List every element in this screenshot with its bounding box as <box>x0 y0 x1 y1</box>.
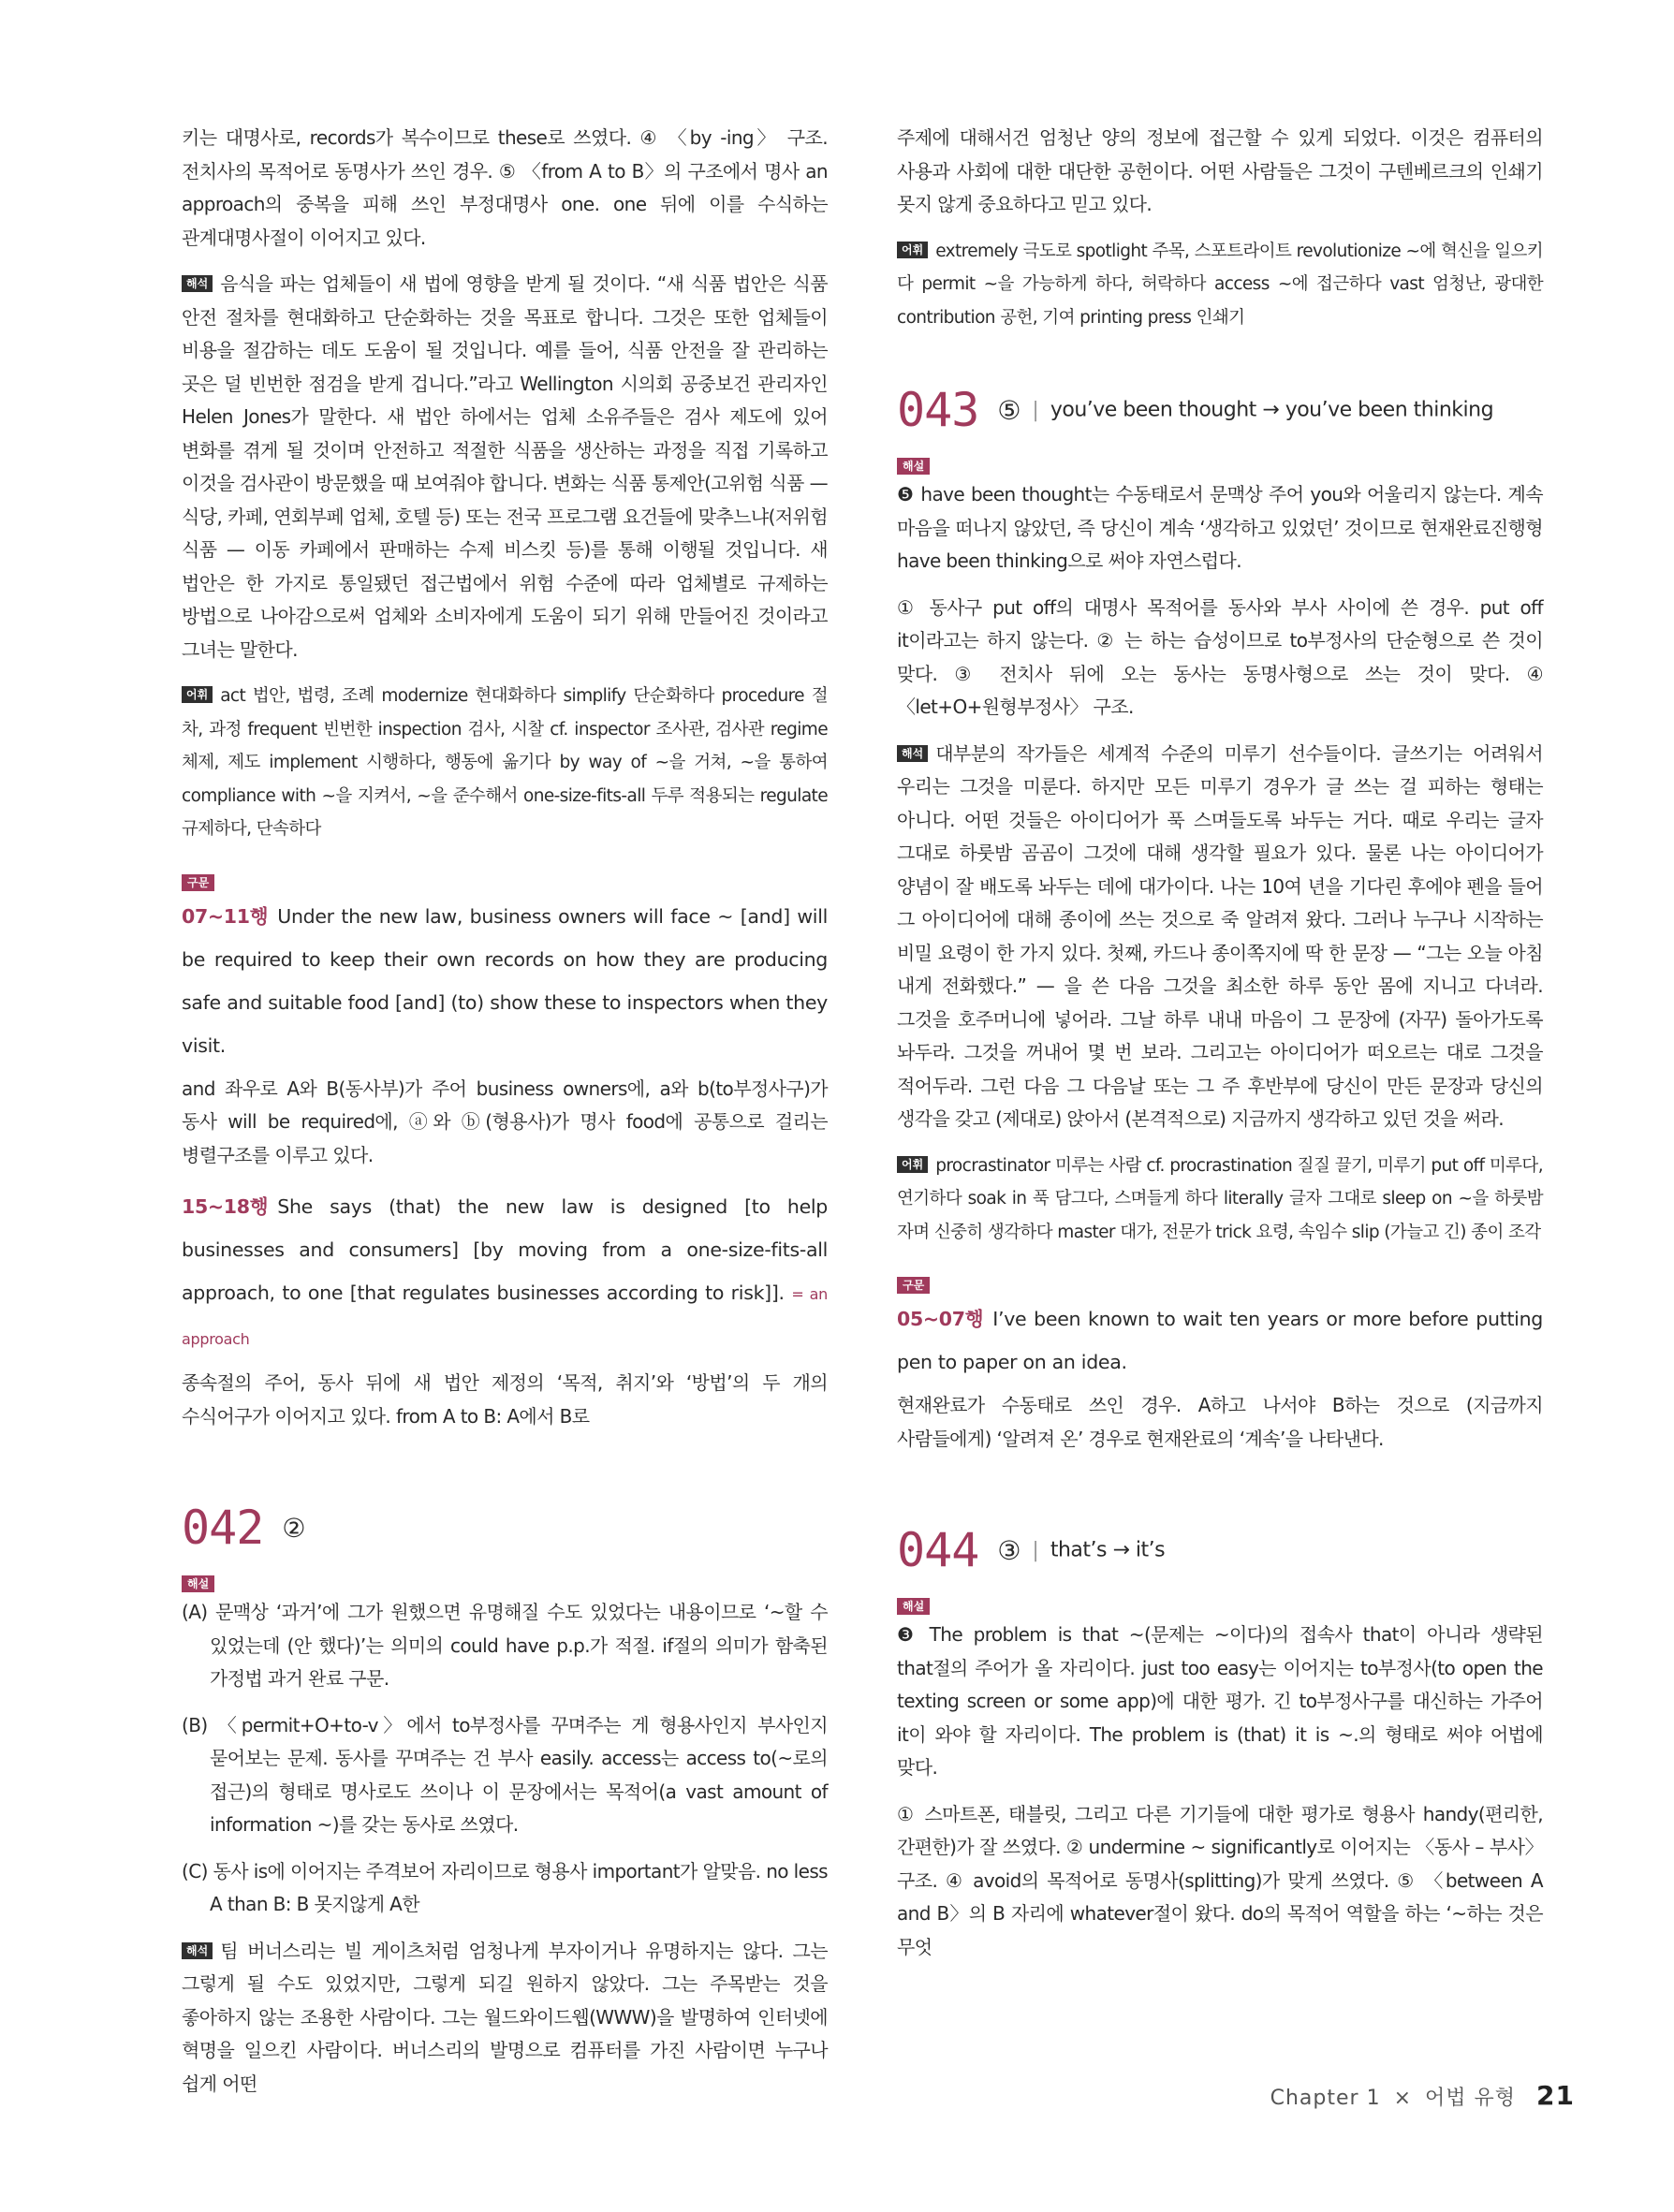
answer-mark: ⑤ <box>997 394 1021 426</box>
vocabulary-042 <box>897 235 1543 335</box>
syntax-sentence-2 <box>182 1185 828 1361</box>
translation-tag: 해석 <box>182 275 213 292</box>
vocabulary-text: procrastinator 미루는 사람 cf. procrastination 질질 끌기, 미루기 put off 미루다, 연기하다 soak in 푹 담그다, 스며들게 하다 literally 글자 그대로 sleep on ~을 하룻밤 자며 신중히 생각하다 master 대가, 전문가 trick 요령, 속임수 slip (가늘고 긴) 종이 조각 <box>897 1155 1543 1242</box>
problem-header-042 <box>182 1501 828 1557</box>
explanation-tag-row <box>897 456 1543 475</box>
answer-mark: ③ <box>997 1534 1021 1566</box>
line-number: 05~07행 <box>897 1308 984 1330</box>
explanation-item-b: (B) 〈permit+O+to-v〉에서 to부정사를 꾸며주는 게 형용사인지 부사인지 묻어보는 문제. 동사를 꾸며주는 건 부사 easily. access는 access to(~로의 접근)의 형태로 명사로도 쓰이나 이 문장에서는 목적어(a vast amount of information ~)를 갖는 동사로 쓰였다. <box>182 1713 828 1836</box>
vocabulary-tag: 어휘 <box>182 686 213 703</box>
syntax-explanation-1: and 좌우로 A와 B(동사부)가 주어 business owners에, a와 b(to부정사구)가 동사 will be required에, ⓐ와 ⓑ(형용사)가 명사 food에 공통으로 걸리는 병렬구조를 이루고 있다. <box>182 1077 828 1166</box>
vocabulary-tag: 어휘 <box>897 1156 928 1173</box>
syntax-tag: 구문 <box>182 874 214 891</box>
translation-041 <box>182 268 828 667</box>
vocabulary-tag: 어휘 <box>897 242 928 258</box>
translation-043 <box>897 738 1543 1136</box>
translation-continued: 주제에 대해서건 엄청난 양의 정보에 접근할 수 있게 되었다. 이것은 컴퓨터의 사용과 사회에 대한 대단한 공헌이다. 어떤 사람들은 그것이 구텐베르크의 인쇄기 못지 않게 중요하다고 믿고 있다. <box>897 126 1543 215</box>
chapter-label: Chapter 1 <box>1270 2087 1381 2110</box>
explanation-044-main: ❸ The problem is that ~(문제는 ~이다)의 접속사 that이 아니라 생략된 that절의 주어가 올 자리이다. just too easy는 이어지는 to부정사(to open the texting screen or some app)에 대한 평가. 긴 to부정사구를 대신하는 가주어 it이 와야 할 자리이다. The problem is (that) it is ~.의 형태로 써야 어법에 맞다. <box>897 1623 1543 1779</box>
problem-header-043 <box>897 383 1543 439</box>
divider: | <box>1032 1538 1039 1562</box>
line-number: 15~18행 <box>182 1195 269 1218</box>
page-number: 21 <box>1536 2080 1575 2111</box>
line-number: 07~11행 <box>182 904 269 928</box>
syntax-tag: 구문 <box>897 1277 930 1294</box>
vocabulary-041 <box>182 680 828 846</box>
explanation-044-others: ① 스마트폰, 태블릿, 그리고 다른 기기들에 대한 평가로 형용사 handy(편리한, 간편한)가 잘 쓰였다. ② undermine ~ significantly로 이어지는 〈동사 – 부사〉 구조. ④ avoid의 목적어로 동명사(splitting)가 맞게 쓰였다. ⑤ 〈between A and B〉의 B 자리에 whatever절이 왔다. do의 목적어 역할을 하는 ‘~하는 것은 무엇 <box>897 1802 1543 1958</box>
answer-mark: ② <box>282 1512 306 1544</box>
syntax-explanation-2: 종속절의 주어, 동사 뒤에 새 법안 제정의 ‘목적, 취지’와 ‘방법’의 두 개의 수식어구가 이어지고 있다. from A to B: A에서 B로 <box>182 1371 828 1428</box>
translation-text: 팀 버너스리는 빌 게이츠처럼 엄청나게 부자이거나 유명하지는 않다. 그는 그렇게 될 수도 있었지만, 그렇게 되길 원하지 않았다. 그는 주목받는 것을 좋아하지 않는 조용한 사람이다. 그는 월드와이드웹(WWW)을 발명하여 인터넷에 혁명을 일으킨 사람이다. 버너스리의 발명으로 컴퓨터를 가진 사람이면 누구나 쉽게 어떤 <box>182 1939 828 2095</box>
syntax-text: Under the new law, business owners will face ~ [and] will be required to keep their own records on how they are producing safe and suitable food [and] (to) show these to inspectors when they visit. <box>182 904 828 1057</box>
explanation-tag: 해설 <box>182 1575 214 1592</box>
left-column <box>182 122 828 2114</box>
vocabulary-text: extremely 극도로 spotlight 주목, 스포트라이트 revolutionize ~에 혁신을 일으키다 permit ~을 가능하게 하다, 허락하다 access ~에 접근하다 vast 엄청난, 광대한 contribution 공헌, 기여 printing press 인쇄기 <box>897 241 1543 328</box>
explanation-tag: 해설 <box>897 458 930 475</box>
vocabulary-043 <box>897 1150 1543 1250</box>
translation-text: 음식을 파는 업체들이 새 법에 영향을 받게 될 것이다. “새 식품 법안은 식품 안전 절차를 현대화하고 단순화하는 것을 목표로 합니다. 그것은 또한 업체들이 비용을 절감하는 데도 도움이 될 것입니다. 예를 들어, 식품 안전을 잘 관리하는 곳은 덜 빈번한 점검을 받게 겁니다.”라고 Wellington 시의회 공중보건 관리자인 Helen Jones가 말한다. 새 법안 하에서는 업체 소유주들은 검사 제도에 있어 변화를 겪게 될 것이며 안전하고 적절한 식품을 생산하는 과정을 직접 기록하고 이것을 검사관이 방문했을 때 보여줘야 합니다. 변화는 식품 통제안(고위험 식품 — 식당, 카페, 연회부페 업체, 호텔 등) 또는 전국 프로그램 요건들에 맞추느냐(저위험 식품 — 이동 카페에서 판매하는 수제 비스킷 등)를 통해 이행될 것입니다. 새 법안은 한 가지로 통일됐던 접근법에서 위험 수준에 따라 업체별로 규제하는 방법으로 나아감으로써 업체와 소비자에게 도움이 되기 위해 만들어진 것이라고 그녀는 말한다. <box>182 272 828 661</box>
syntax-text: I’ve been known to wait ten years or more before putting pen to paper on an idea. <box>897 1308 1543 1373</box>
problem-number: 044 <box>897 1523 979 1577</box>
vocabulary-text: act 법안, 법령, 조례 modernize 현대화하다 simplify 단순화하다 procedure 절차, 과정 frequent 빈번한 inspection 검사, 시찰 cf. inspector 조사관, 검사관 regime 체제, 제도 implement 시행하다, 행동에 옮기다 by way of ~을 거쳐, ~을 통하여 compliance with ~을 지켜서, ~을 준수해서 one-size-fits-all 두루 적용되는 regulate 규제하다, 단속하다 <box>182 686 828 839</box>
separator: × <box>1393 2087 1413 2110</box>
explanation-item-c: (C) 동사 is에 이어지는 주격보어 자리이므로 형용사 important가 알맞음. no less A than B: B 못지않게 A한 <box>182 1859 828 1915</box>
explanation-tag: 해설 <box>897 1598 930 1615</box>
explanation-item-a: (A) 문맥상 ‘과거’에 그가 원했으면 유명해질 수도 있었다는 내용이므로 ‘~할 수 있었는데 (안 했다)’는 의미의 could have p.p.가 적절. if절의 의미가 함축된 가정법 과거 완료 구문. <box>182 1601 828 1690</box>
correction: that’s → it’s <box>1050 1538 1166 1562</box>
right-column <box>897 122 1543 1977</box>
problem-header-044 <box>897 1523 1543 1579</box>
translation-042 <box>182 1935 828 2102</box>
explanation-tag-row <box>182 1574 828 1592</box>
translation-text: 대부분의 작가들은 세계적 수준의 미루기 선수들이다. 글쓰기는 어려워서 우리는 그것을 미룬다. 하지만 모든 미루기 경우가 글 쓰는 걸 피하는 형태는 아니다. 어떤 것들은 아이디어가 푹 스며들도록 놔두는 거다. 때로 우리는 글자 그대로 하룻밤 곰곰이 그것에 대해 생각할 필요가 있다. 물론 나는 아이디어가 양념이 잘 배도록 놔두는 데에 대가이다. 나는 10여 년을 기다린 후에야 펜을 들어 그 아이디어에 대해 종이에 쓰는 것으로 죽 알려져 왔다. 그러나 누구나 시작하는 비밀 요령이 한 가지 있다. 첫째, 카드나 종이쪽지에 딱 한 문장 — “그는 오늘 아침 내게 전화했다.” — 을 쓴 다음 그것을 최소한 하루 동안 몸에 지니고 다녀라. 그것을 호주머니에 넣어라. 그날 하루 내내 마음이 그 문장에 (자꾸) 돌아가도록 놔두라. 그것을 꺼내어 몇 번 보라. 그리고는 아이디어가 떠오르는 대로 그것을 적어두라. 그런 다음 그 다음날 또는 그 주 후반부에 당신이 만든 문장과 당신의 생각을 갖고 (제대로) 앉아서 (본격적으로) 지금까지 생각하고 있던 것을 써라. <box>897 741 1543 1130</box>
translation-tag: 해석 <box>182 1942 213 1959</box>
explanation-tag-row <box>897 1596 1543 1615</box>
syntax-sentence-043 <box>897 1297 1543 1384</box>
page-footer <box>1270 2080 1575 2111</box>
syntax-text: She says (that) the new law is designed [to help businesses and consumers] [by moving from a one-size-fits-all approach, to one [that regulates businesses according to risk]]. <box>182 1195 828 1304</box>
correction: you’ve been thought → you’ve been thinking <box>1050 398 1494 422</box>
syntax-tag-row <box>182 872 828 891</box>
explanation-043-others: ① 동사구 put off의 대명사 목적어를 동사와 부사 사이에 쓴 경우. put off it이라고는 하지 않는다. ② 는 하는 습성이므로 to부정사의 단순형으로 쓴 것이 맞다. ③ 전치사 뒤에 오는 동사는 동명사형으로 쓰는 것이 맞다. ④ 〈let+O+원형부정사〉 구조. <box>897 595 1543 718</box>
explanation-continued: 키는 대명사로, records가 복수이므로 these로 쓰였다. ④ 〈by -ing〉 구조. 전치사의 목적어로 동명사가 쓰인 경우. ⑤ 〈from A to B〉의 구조에서 명사 an approach의 중복을 피해 쓰인 부정대명사 one. one 뒤에 이를 수식하는 관계대명사절이 이어지고 있다. <box>182 126 828 249</box>
syntax-tag-row <box>897 1275 1543 1294</box>
translation-tag: 해석 <box>897 745 928 762</box>
explanation-043-main: ❺ have been thought는 수동태로서 문맥상 주어 you와 어울리지 않는다. 계속 마음을 떠나지 않았던, 즉 당신이 계속 ‘생각하고 있었던’ 것이므로 현재완료진행형 have been thinking으로 써야 자연스럽다. <box>897 483 1543 572</box>
syntax-note: = an approach <box>182 1285 828 1348</box>
section-label: 어법 유형 <box>1425 2087 1517 2110</box>
problem-number: 042 <box>182 1501 264 1555</box>
syntax-sentence-1 <box>182 895 828 1067</box>
divider: | <box>1032 398 1039 422</box>
problem-number: 043 <box>897 383 979 437</box>
syntax-explanation-043: 현재완료가 수동태로 쓰인 경우. A하고 나서야 B하는 것으로 (지금까지 사람들에게) ‘알려져 온’ 경우로 현재완료의 ‘계속’을 나타낸다. <box>897 1394 1543 1450</box>
